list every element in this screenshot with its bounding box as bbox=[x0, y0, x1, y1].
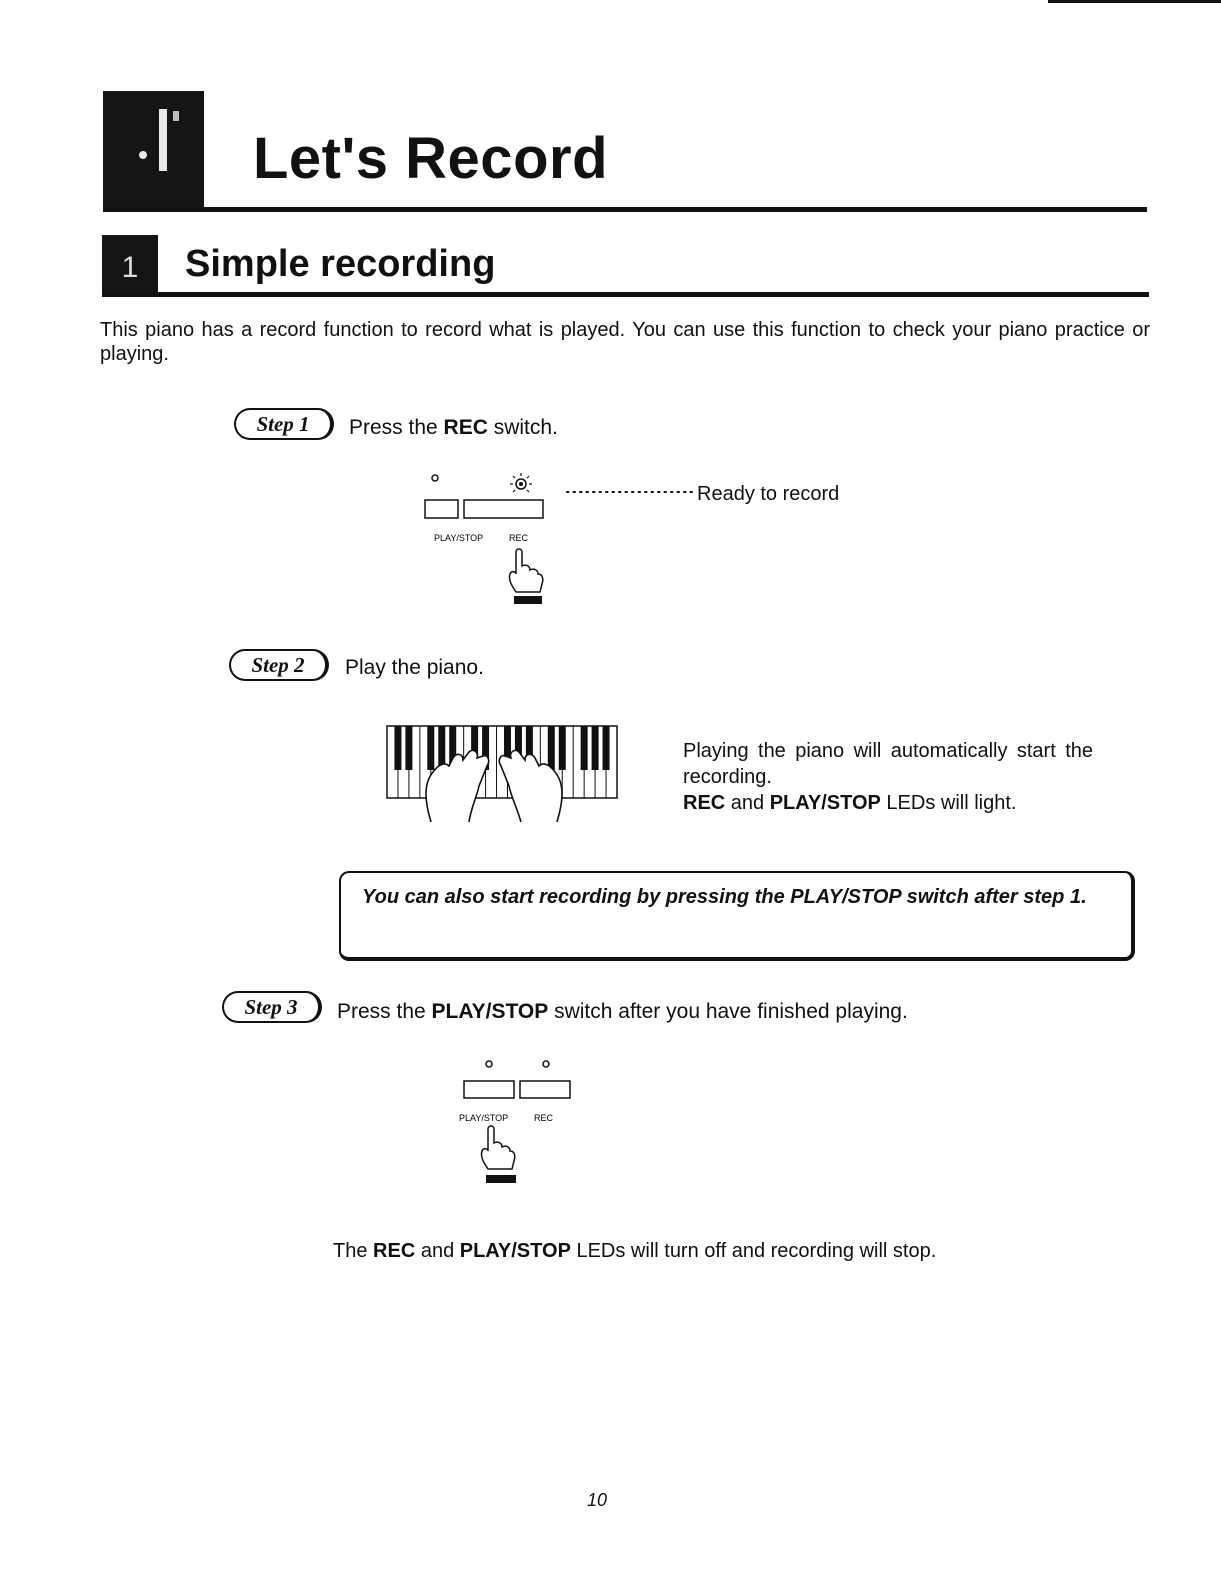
step-3-instruction bbox=[337, 1000, 908, 1024]
rec-led-lit-icon bbox=[510, 473, 532, 492]
section-title: Simple recording bbox=[185, 243, 496, 285]
chapter-marker-icon bbox=[103, 91, 204, 209]
pressing-finger-icon bbox=[509, 549, 542, 604]
note-text: You can also start recording by pressing the PLAY/STOP switch after step 1. bbox=[362, 886, 1087, 908]
black-key bbox=[405, 726, 412, 770]
rec-led-name: REC bbox=[683, 792, 726, 814]
black-key bbox=[559, 726, 566, 770]
hands-on-keyboard-illustration bbox=[383, 722, 623, 834]
page-number: 10 bbox=[587, 1490, 608, 1510]
final-rec-name: REC bbox=[373, 1240, 416, 1262]
black-key bbox=[548, 726, 555, 770]
play-stop-switch bbox=[464, 1081, 514, 1098]
final-prefix: The bbox=[333, 1240, 374, 1262]
chapter-rule bbox=[103, 207, 1147, 212]
play-stop-led-off-icon bbox=[486, 1061, 492, 1067]
black-key bbox=[603, 726, 610, 770]
step-2-description-line: Playing the piano will automatically start the recording. bbox=[683, 740, 1093, 788]
final-play-stop-name: PLAY/STOP bbox=[459, 1240, 571, 1262]
step-1-badge: Step 1 bbox=[234, 408, 334, 440]
step-2-led-line bbox=[683, 790, 1093, 816]
black-key bbox=[427, 726, 434, 770]
rec-switch-diagram bbox=[420, 468, 580, 613]
step-3-text-after: switch after you have finished playing. bbox=[548, 1000, 908, 1023]
ready-leader-dots bbox=[565, 486, 700, 498]
step-1-switch-name: REC bbox=[443, 416, 488, 439]
intro-paragraph: This piano has a record function to record what is played. You can use this function to check your piano practice or playing. bbox=[100, 319, 1150, 365]
section-number: 1 bbox=[121, 251, 139, 284]
and-word: and bbox=[725, 792, 770, 814]
rec-label: REC bbox=[534, 1113, 554, 1123]
step-2-instruction: Play the piano. bbox=[345, 656, 484, 679]
step-3-badge: Step 3 bbox=[222, 991, 322, 1023]
step-3-switch-name: PLAY/STOP bbox=[431, 1000, 549, 1023]
step-1-text-before: Press the bbox=[349, 416, 444, 439]
play-stop-label: PLAY/STOP bbox=[459, 1113, 509, 1123]
step-2-description bbox=[683, 738, 1093, 816]
black-key bbox=[592, 726, 599, 770]
final-statement bbox=[333, 1240, 936, 1263]
final-and: and bbox=[415, 1240, 460, 1262]
final-tail: LEDs will turn off and recording will stop. bbox=[570, 1240, 937, 1262]
play-stop-switch-diagram bbox=[450, 1055, 590, 1190]
black-key bbox=[394, 726, 401, 770]
step-3-text-before: Press the bbox=[337, 1000, 432, 1023]
pressing-finger-icon bbox=[481, 1126, 516, 1183]
play-stop-switch bbox=[425, 500, 458, 518]
step-2-badge: Step 2 bbox=[229, 649, 329, 681]
step-1-text-after: switch. bbox=[487, 416, 558, 439]
section-rule bbox=[102, 292, 1149, 297]
black-key bbox=[581, 726, 588, 770]
step-1-instruction bbox=[349, 416, 558, 440]
chapter-icon-block bbox=[103, 91, 204, 209]
section-number-block bbox=[102, 235, 158, 294]
ready-to-record-text: Ready to record bbox=[697, 483, 840, 505]
rec-label: REC bbox=[509, 533, 529, 543]
rec-switch bbox=[464, 500, 543, 518]
chapter-title: Let's Record bbox=[253, 126, 608, 191]
led-light-tail: LEDs will light. bbox=[880, 792, 1017, 814]
play-stop-led-off-icon bbox=[432, 475, 438, 481]
play-stop-led-name: PLAY/STOP bbox=[769, 792, 881, 814]
top-corner-rule bbox=[1048, 0, 1221, 3]
play-stop-label: PLAY/STOP bbox=[434, 533, 484, 543]
rec-led-off-icon bbox=[543, 1061, 549, 1067]
rec-switch bbox=[520, 1081, 570, 1098]
